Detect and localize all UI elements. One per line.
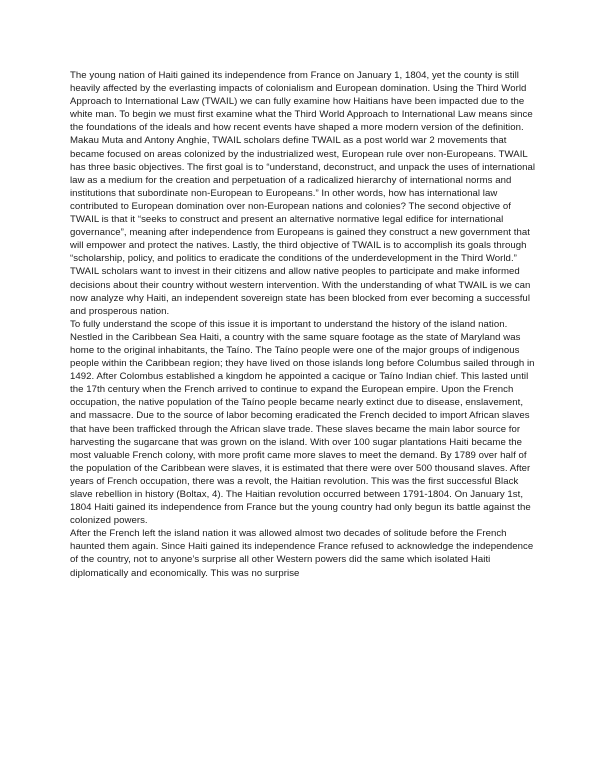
paragraph-intro: The young nation of Haiti gained its independence from France on January 1, 1804, yet the county is still heavily affected by the everlasting impacts of colonialism and European domination. Using the Third World Approach to International Law (TWAIL) we can fully examine how Haitians have been impacted due to the white man. To begin we must first examine what the Third World Approach to International Law means since the foundations of the ideals and how recent events have shaped a more modern version of the definition. Makau Muta and Antony Anghie, TWAIL scholars define TWAIL as a post world war 2 movements that became focused on areas colonized by the industrialized west, European rule over non-Europeans. TWAIL has three basic objectives. The first goal is to “understand, deconstruct, and unpack the uses of international law as a medium for the creation and perpetuation of a radicalized hierarchy of international norms and institutions that subordinate non-European to Europeans.” In other words, how has international law contributed to European domination over non-European nations and colonies? The second objective of TWAIL is that it “seeks to construct and present an alternative normative legal edifice for international governance”, meaning after independence from Europeans is gained they construct a new government that will empower and protect the natives. Lastly, the third objective of TWAIL is to accomplish its goals through “scholarship, policy, and politics to eradicate the conditions of the underdevelopment in the Third World.” TWAIL scholars want to invest in their citizens and allow native peoples to participate and make informed decisions about their country without western intervention. With the understanding of what TWAIL is we can now analyze why Haiti, an independent sovereign state has been blocked from ever becoming a successful and prosperous nation. — [70, 70, 536, 317]
paragraph-history: To fully understand the scope of this issue it is important to understand the history of the island nation. Nestled in the Caribbean Sea Haiti, a country with the same square footage as the state of Maryland was home to the original inhabitants, the Taíno. The Taíno people were one of the major groups of indigenous people within the Caribbean region; they have lived on those islands long before Columbus sailed through in 1492. After Colombus established a kingdom he appointed a cacique or Taíno Indian chief. This lasted until the 17th century when the French arrived to continue to expand the European empire. Upon the French occupation, the native population of the Taíno people became nearly extinct due to disease, enslavement, and massacre. Due to the source of labor becoming eradicated the French decided to import African slaves that have been trafficked through the African slave trade. These slaves became the main labor source for harvesting the sugarcane that was grown on the island. With over 100 sugar plantations Haiti became the most valuable French colony, with more profit came more slaves to meet the demand. By 1789 over half of the population of the Caribbean were slaves, it is estimated that there were over 500 thousand slaves. After years of French occupation, there was a revolt, the Haitian revolution. This was the first successful Black slave rebellion in history (Boltax, 4). The Haitian revolution occurred between 1791-1804. On January 1st, 1804 Haiti gained its independence from France but the young country had only begun its battle against the colonized powers. — [70, 318, 535, 527]
document-body — [70, 69, 538, 580]
paragraph-isolation: After the French left the island nation it was allowed almost two decades of solitude before the French haunted them again. Since Haiti gained its independence France refused to acknowledge the independence of the country, not to anyone’s surprise all other Western powers did the same which isolated Haiti diplomatically and economically. This was no surprise — [70, 528, 534, 579]
